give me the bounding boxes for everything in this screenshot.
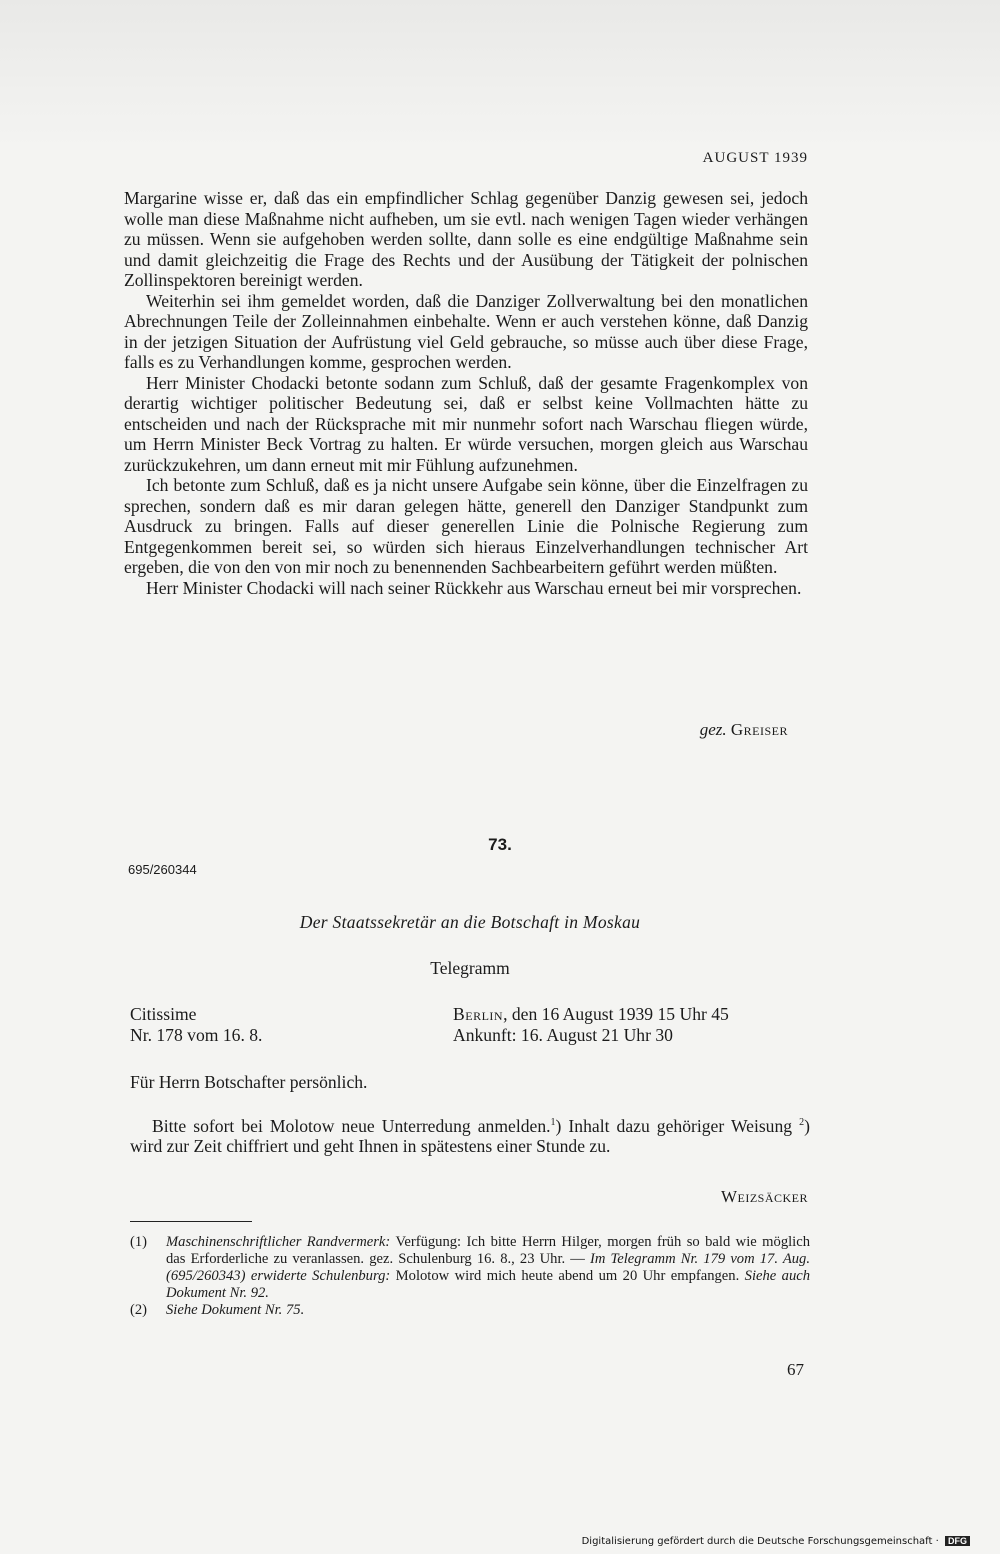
footnotes — [130, 1234, 810, 1319]
sent-time: , den 16 August 1939 15 Uhr 45 — [503, 1004, 729, 1024]
footnote-italic: Siehe Dokument Nr. 75. — [166, 1302, 305, 1318]
page-number: 67 — [787, 1360, 804, 1379]
footnote-italic: Siehe auch Dokument Nr. 92. — [166, 1268, 811, 1301]
paragraph: Herr Minister Chodacki betonte sodann zum Schluß, daß der gesamte Fragenkomplex von derartig wichtiger politischer Bedeutung sei, daß er selbst keine Vollmachten hätte zu entscheiden und nach der Rücksprache mit mir nunmehr sofort nach Warschau fliegen würde, um Herrn Minister Beck Vortrag zu halten. Er würde versuchen, morgen gleich aus Warschau zurückzukehren, um dann erneut mit mir Fühlung aufzunehmen. — [124, 372, 808, 475]
scan-shade — [0, 0, 1000, 150]
arrival: Ankunft: 16. August 21 Uhr 30 — [453, 1025, 673, 1045]
body-part-1: Bitte sofort bei Molotow neue Unterredung anmelden. — [152, 1115, 551, 1136]
footnote-text: Molotow wird mich heute abend um 20 Uhr empfangen. — [390, 1268, 745, 1284]
footnote-ref-1: 1 — [550, 1117, 556, 1128]
telegram-paragraph — [130, 1113, 810, 1157]
paragraph: Ich betonte zum Schluß, daß es ja nicht unsere Aufgabe sein könne, über die Einzelfragen zu sprechen, sondern daß es mir daran gelegen hätte, generell den Danziger Standpunkt zum Ausdruck zu bringen. Falls auf dieser generellen Linie die Polnische Regierung zum Entgegenkommen bereit sei, so würden sich hieraus Einzelverhandlungen technischer Art ergeben, die von den von mir noch zu benennenden Sachbearbeitern geführt werden müßten. — [124, 475, 808, 577]
digitization-credit — [582, 1536, 970, 1547]
continued-text — [124, 188, 808, 598]
footnote-1 — [130, 1234, 810, 1302]
document-number: 73. — [488, 835, 512, 854]
footnote-marker: (1) — [130, 1234, 148, 1250]
dfg-logo-icon: DFG — [945, 1536, 970, 1546]
priority: Citissime — [130, 1004, 197, 1024]
signature-name: Greiser — [730, 720, 788, 739]
paragraph: Margarine wisse er, daß das ein empfindlicher Schlag gegenüber Danzig gewesen sei, jedoch wolle man diese Maßnahme nicht aufheben, um sie evtl. nach wenigen Tagen wieder verhängen zu müssen. Wenn sie aufgehoben werden sollte, dann solle es eine endgültige Maßnahme sein und damit gleichzeitig die Frage des Rechts und der Ausübung der Tätigkeit der polnischen Zollinspektoren bereinigt werden. — [124, 188, 808, 290]
film-reference: 695/260344 — [128, 862, 197, 877]
telegram-meta-left — [130, 1004, 262, 1046]
footnote-italic: Im Telegramm Nr. 179 vom 17. Aug. (695/260343) erwiderte Schulenburg: — [166, 1251, 810, 1284]
body-part-2: ) Inhalt dazu gehöriger Weisung — [555, 1115, 800, 1136]
signature-greiser — [700, 720, 788, 740]
signature-name: Weizsäcker — [720, 1187, 808, 1206]
telegram-body — [130, 1113, 810, 1157]
salutation: Für Herrn Botschafter persönlich. — [130, 1072, 368, 1092]
telegram-meta-right — [453, 1004, 729, 1046]
signature-weizsaecker — [721, 1187, 808, 1207]
paragraph: Weiterhin sei ihm gemeldet worden, daß die Danziger Zollverwaltung bei den monatlichen Abrechnungen Teile der Zolleinnahmen einbehalte. Wenn er auch verstehen könne, daß Danzig in der jetzigen Situation der Aufrüstung viel Geld gebrauche, so müsse auch über diese Frage, falls es zu Verhandlungen komme, gesprochen werden. — [124, 290, 808, 372]
footnote-text: Verfügung: Ich bitte Herrn Hilger, morgen früh so bald wie möglich das Erforderliche zu veranlassen. gez. Schulenburg 16. 8., 23 Uhr. — — [166, 1234, 810, 1267]
footnote-2 — [130, 1302, 810, 1319]
signature-prefix: gez. — [699, 720, 727, 739]
footnote-italic: Maschinenschriftlicher Randvermerk: — [166, 1234, 391, 1250]
running-head: AUGUST 1939 — [702, 150, 808, 166]
footnote-marker: (2) — [130, 1302, 148, 1318]
footnote-divider — [130, 1221, 252, 1222]
place: Berlin — [453, 1004, 504, 1024]
document-type: Telegramm — [430, 958, 510, 978]
body-part-3: ) wird zur Zeit chiffriert und geht Ihnen in spätestens einer Stunde zu. — [130, 1115, 810, 1157]
paragraph: Herr Minister Chodacki will nach seiner Rückkehr aus Warschau erneut bei mir vorsprechen. — [146, 577, 802, 598]
credit-text: Digitalisierung gefördert durch die Deutsche Forschungsgemeinschaft · — [581, 1536, 939, 1547]
telegram-number: Nr. 178 vom 16. 8. — [130, 1025, 263, 1045]
document-title: Der Staatssekretär an die Botschaft in Moskau — [299, 912, 641, 932]
sent-line — [453, 1004, 729, 1025]
footnote-ref-2: 2 — [799, 1117, 805, 1128]
